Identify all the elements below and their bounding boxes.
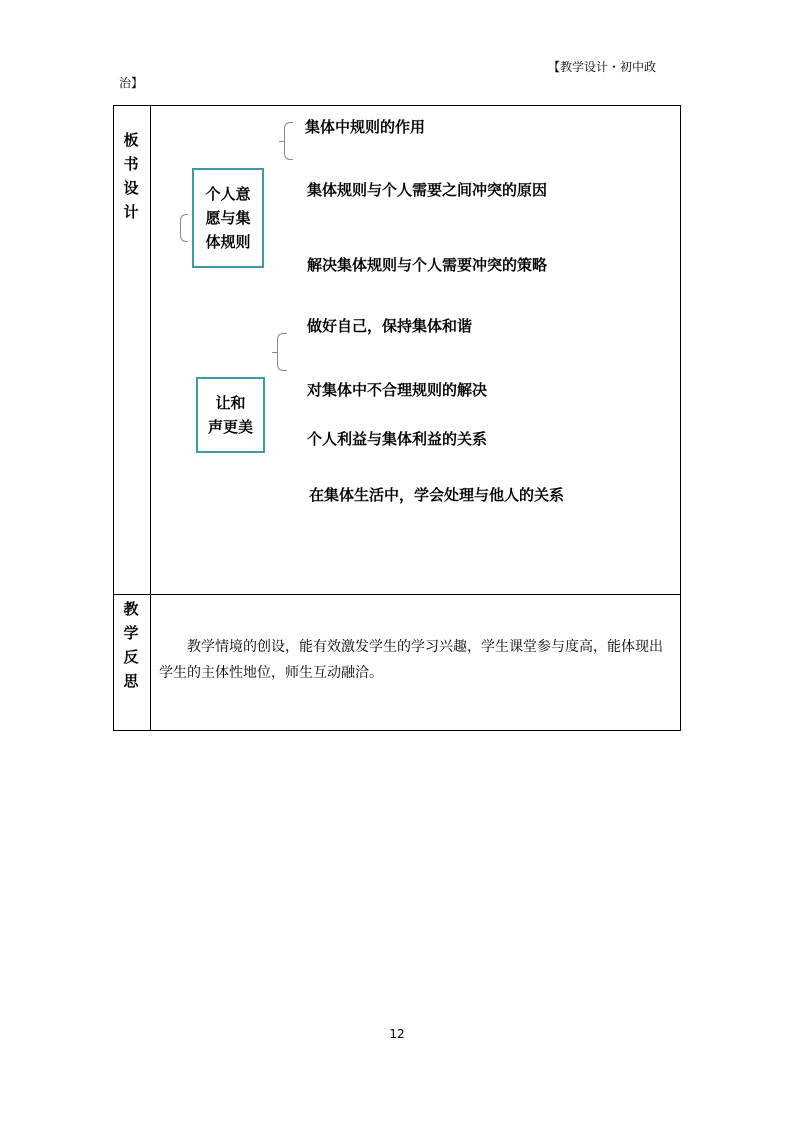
- label-char: 教: [123, 600, 139, 618]
- header-title-left: 治】: [119, 76, 144, 90]
- topic-item: 解决集体规则与个人需要冲突的策略: [307, 256, 548, 274]
- topic-item: 集体中规则的作用: [305, 118, 426, 136]
- row-divider: [113, 594, 681, 595]
- topic-item: 对集体中不合理规则的解决: [307, 381, 488, 399]
- page-number: 12: [389, 1027, 405, 1041]
- reflection-label: [113, 597, 149, 693]
- box-line: 让和: [215, 394, 246, 412]
- topic-item: 在集体生活中，学会处理与他人的关系: [309, 486, 565, 504]
- box-line: 个人意: [205, 185, 251, 203]
- label-char: 计: [123, 203, 139, 221]
- outer-bracket-1: [180, 214, 188, 242]
- reflection-text: [159, 634, 669, 686]
- label-char: 思: [123, 672, 139, 690]
- topic-box-2: [196, 377, 265, 453]
- topic-box-1: [192, 168, 264, 268]
- label-char: 书: [123, 155, 139, 173]
- header-title-right: 【教学设计・初中政: [548, 60, 657, 74]
- box-line: 愿与集: [205, 209, 251, 227]
- topic-item: 个人利益与集体利益的关系: [307, 430, 488, 448]
- box-line: 声更美: [207, 418, 253, 436]
- reflection-paragraph: 教学情境的创设，能有效激发学生的学习兴趣，学生课堂参与度高，能体现出学生的主体性地位，师生互动融洽。: [159, 639, 663, 681]
- label-char: 板: [123, 131, 139, 149]
- bracket-1-tip: [279, 141, 284, 142]
- label-char: 反: [123, 648, 139, 666]
- bracket-2-tip: [272, 352, 277, 353]
- column-divider: [150, 105, 151, 731]
- label-char: 学: [123, 624, 139, 642]
- bracket-1: [284, 122, 293, 160]
- label-char: 设: [123, 179, 139, 197]
- bracket-2: [277, 333, 287, 371]
- box-line: 体规则: [205, 233, 251, 251]
- board-design-label: [113, 128, 149, 224]
- topic-item: 做好自己，保持集体和谐: [307, 317, 473, 335]
- topic-item: 集体规则与个人需要之间冲突的原因: [307, 181, 548, 199]
